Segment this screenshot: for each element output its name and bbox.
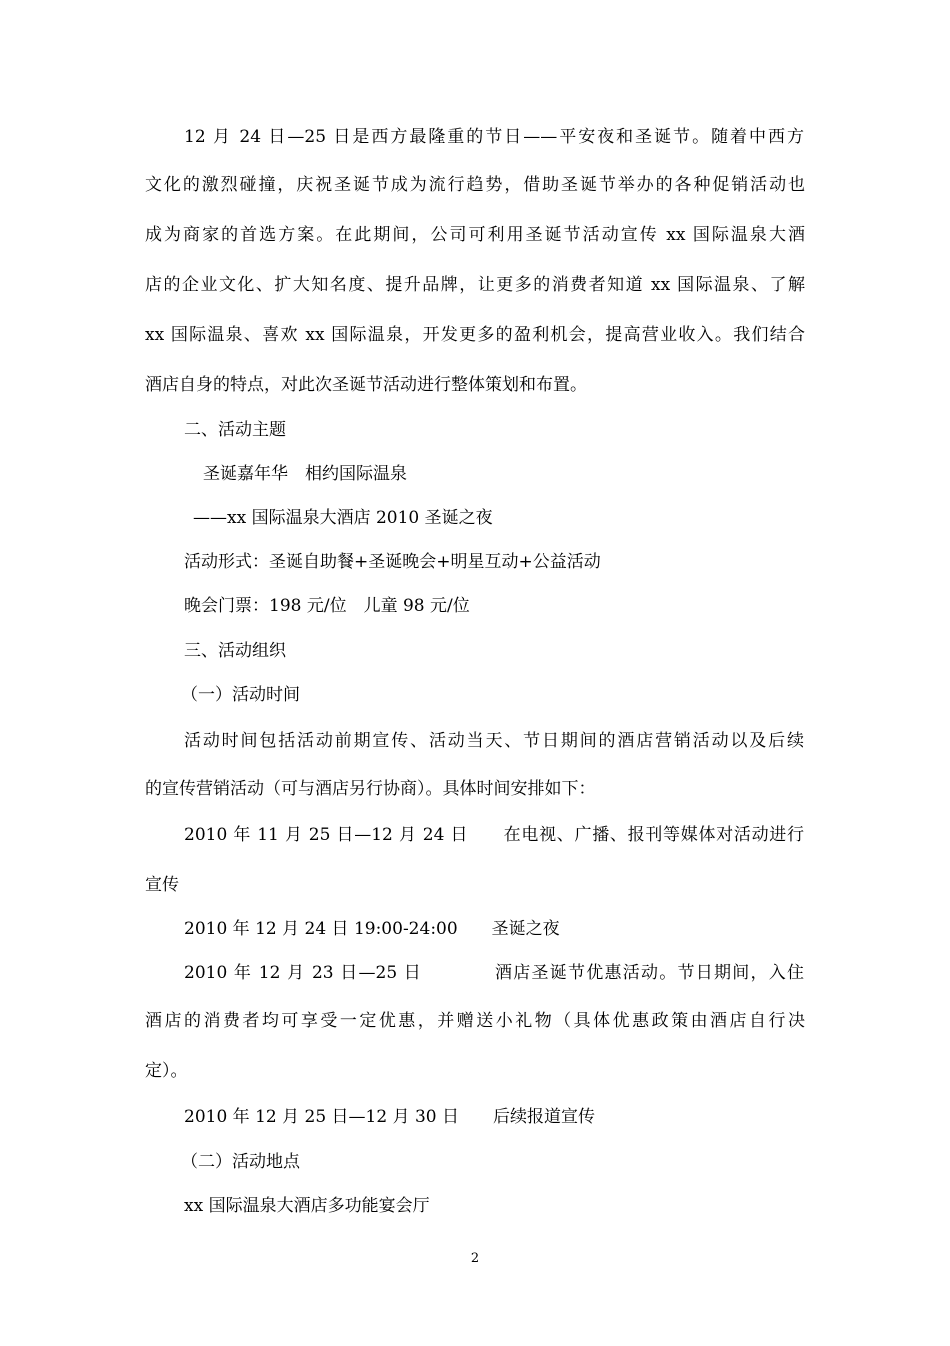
theme-title: 圣诞嘉年华 相约国际温泉 [203,464,407,484]
body-line: 活动时间包括活动前期宣传、活动当天、节日期间的酒店营销活动以及后续 [184,731,804,751]
body-line: 的宣传营销活动（可与酒店另行协商）。具体时间安排如下： [145,779,596,799]
ticket-price: 晚会门票：198 元/位 儿童 98 元/位 [184,596,470,616]
schedule-line: 2010 年 12 月 23 日—25 日 酒店圣诞节优惠活动。节日期间，入住 [184,963,804,983]
schedule-line: 2010 年 12 月 25 日—12 月 30 日 后续报道宣传 [184,1107,596,1127]
schedule-line: 2010 年 12 月 24 日 19:00-24:00 圣诞之夜 [184,919,560,939]
body-line: 文化的激烈碰撞，庆祝圣诞节成为流行趋势，借助圣诞节举办的各种促销活动也 [145,175,805,195]
activity-format: 活动形式：圣诞自助餐+圣诞晚会+明星互动+公益活动 [184,552,601,572]
schedule-line: 定）。 [145,1061,188,1081]
body-line: xx 国际温泉、喜欢 xx 国际温泉，开发更多的盈利机会，提高营业收入。我们结合 [145,325,805,345]
body-line: 12 月 24 日—25 日是西方最隆重的节日——平安夜和圣诞节。随着中西方 [184,127,804,147]
subsection-heading: （二）活动地点 [181,1152,300,1172]
section-heading: 三、活动组织 [184,641,286,661]
schedule-line: 宣传 [145,875,179,895]
body-line: 店的企业文化、扩大知名度、提升品牌，让更多的消费者知道 xx 国际温泉、了解 [145,275,805,295]
body-line: 酒店自身的特点，对此次圣诞节活动进行整体策划和布置。 [145,375,587,395]
theme-subtitle: ——xx 国际温泉大酒店 2010 圣诞之夜 [193,508,493,528]
subsection-heading: （一）活动时间 [181,685,300,705]
venue-line: xx 国际温泉大酒店多功能宴会厅 [184,1196,430,1216]
body-line: 成为商家的首选方案。在此期间，公司可利用圣诞节活动宣传 xx 国际温泉大酒 [145,225,805,245]
page-number: 2 [470,1251,480,1266]
schedule-line: 2010 年 11 月 25 日—12 月 24 日 在电视、广播、报刊等媒体对活动进行 [184,825,804,845]
schedule-line: 酒店的消费者均可享受一定优惠，并赠送小礼物（具体优惠政策由酒店自行决 [145,1011,805,1031]
section-heading: 二、活动主题 [184,420,286,440]
